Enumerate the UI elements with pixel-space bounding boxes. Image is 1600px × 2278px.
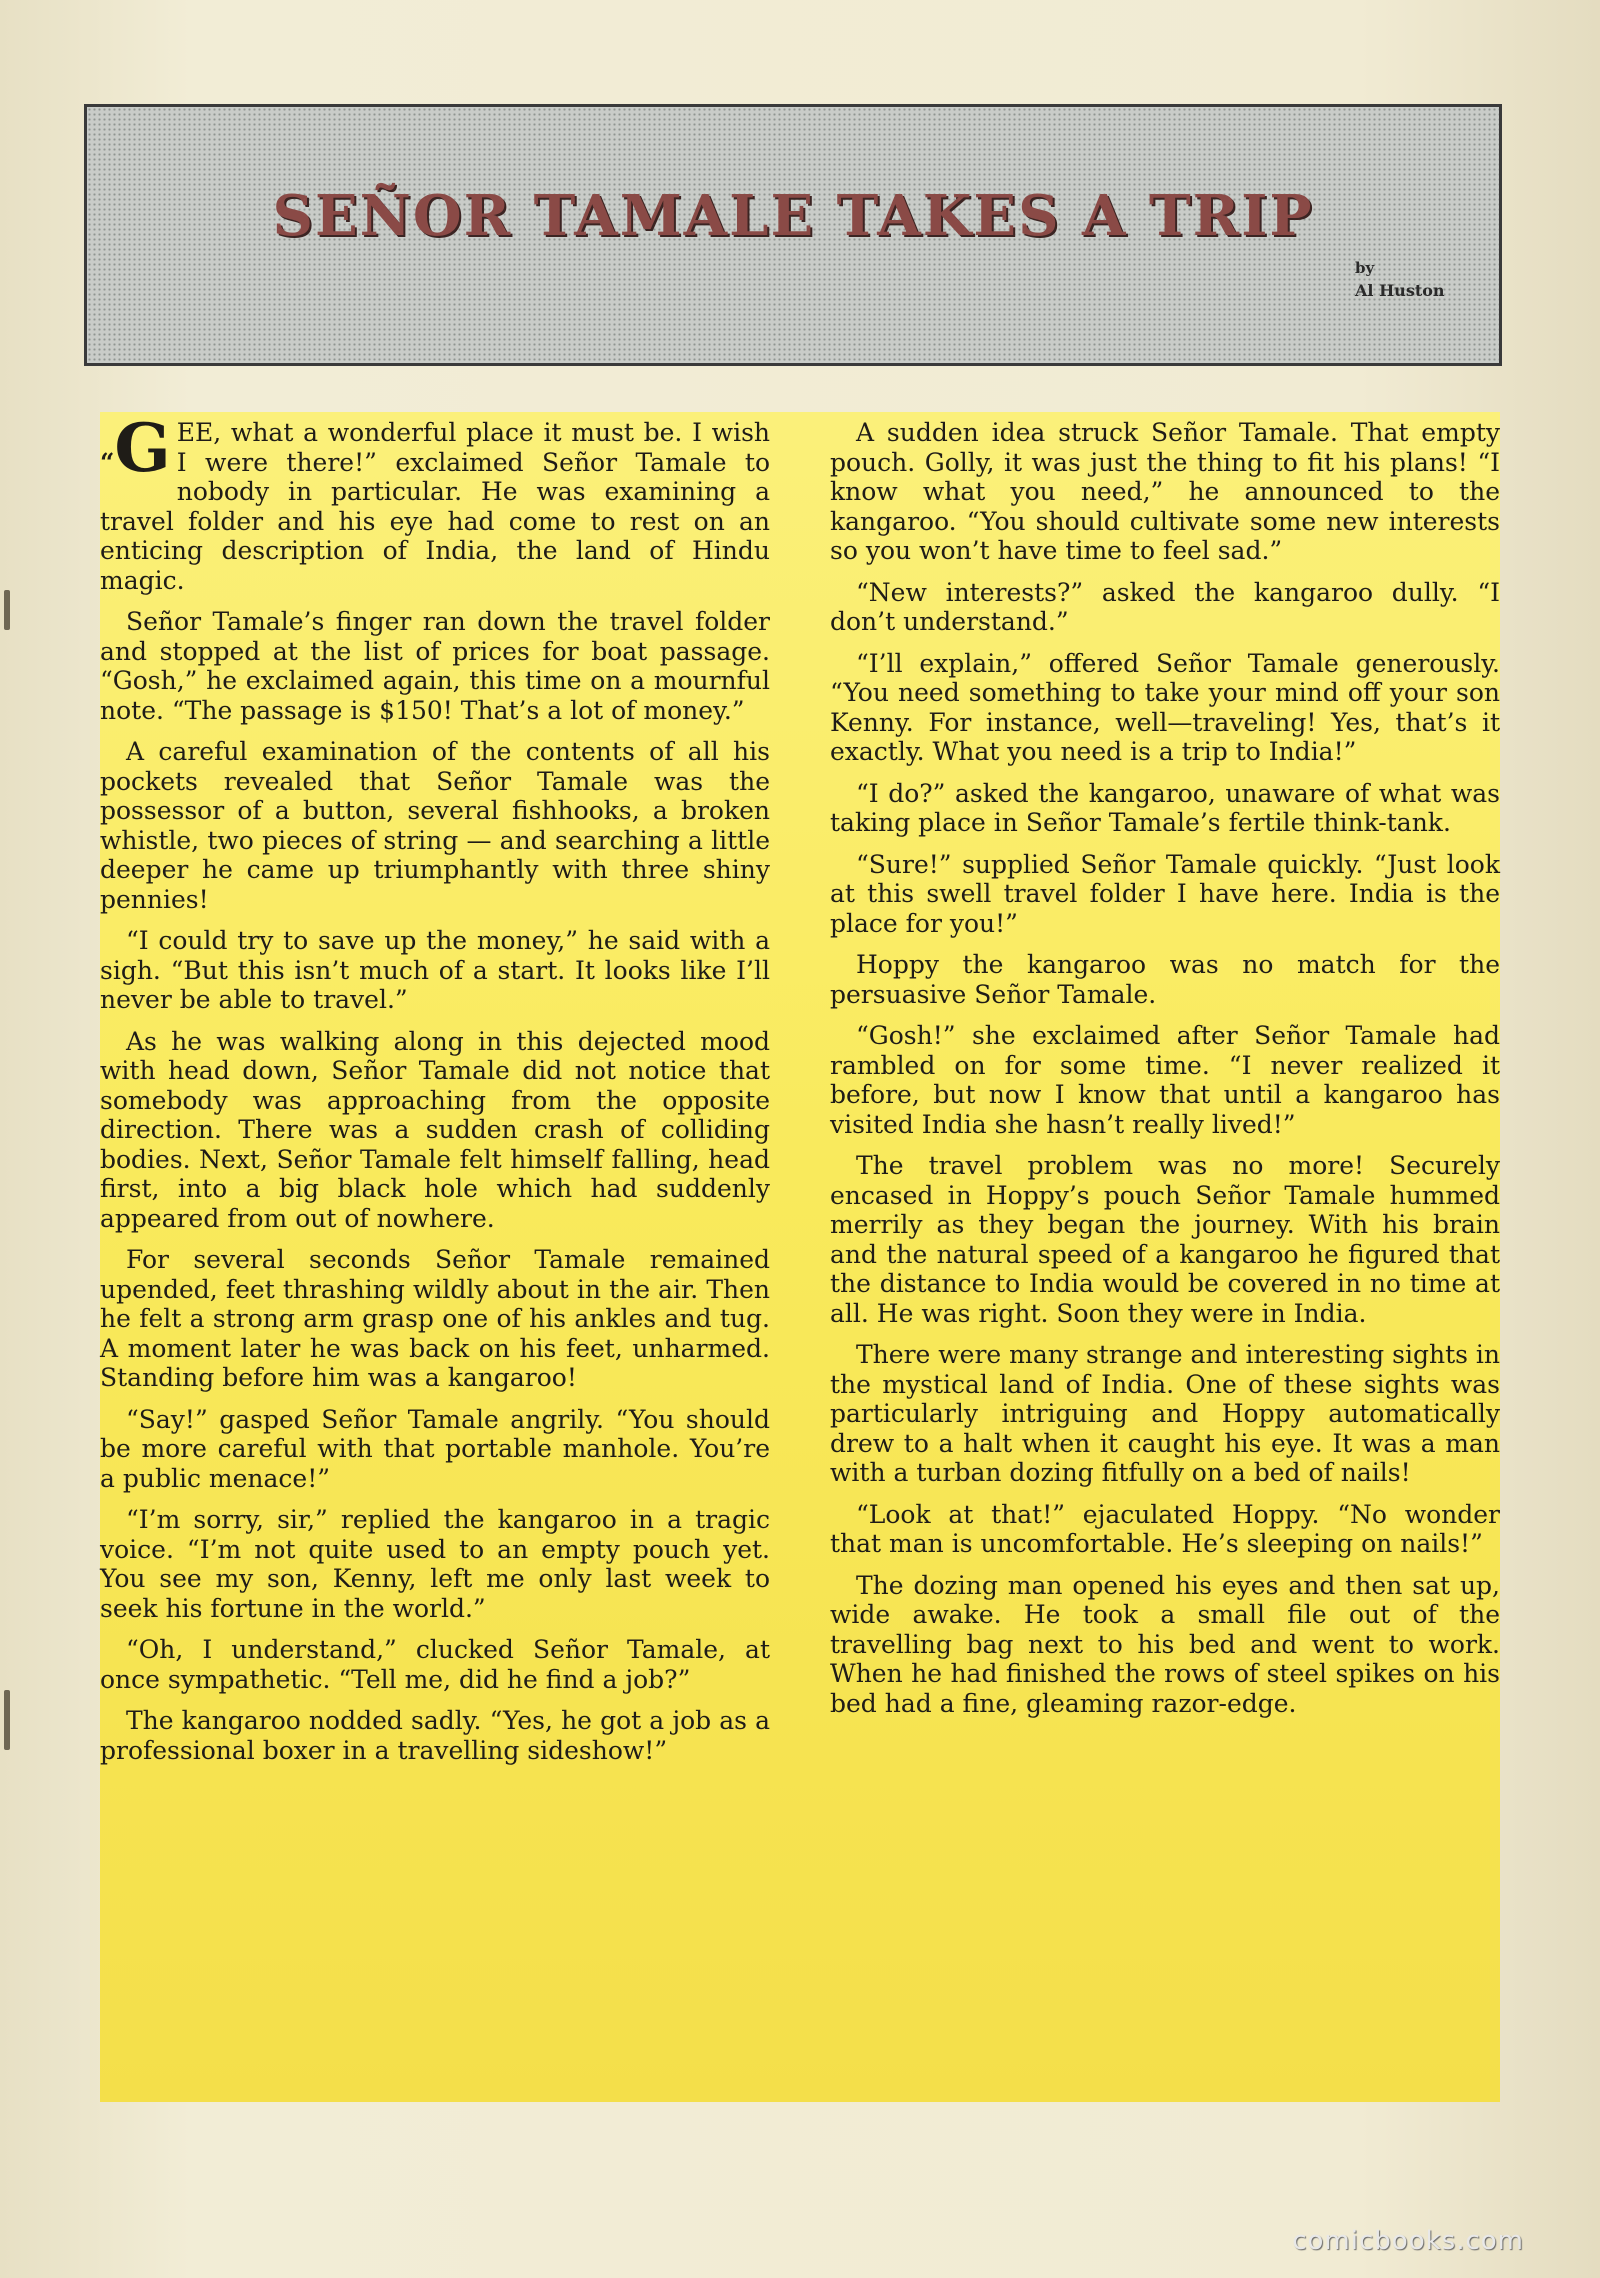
paragraph: The travel problem was no more! Securely encased in Hoppy’s pouch Señor Tamale hummed merrily as they began the journey. With his brain and the natural speed of a kangaroo he figured that the distance to India would be covered in no time at all. He was right. Soon they were in India.: [830, 1151, 1500, 1328]
paragraph: There were many strange and interesting sights in the mystical land of India. One of these sights was particularly intriguing and Hoppy automatically drew to a halt when it caught his eye. It was a man with a turban dozing fitfully on a bed of nails!: [830, 1340, 1500, 1487]
byline-author: Al Huston: [1355, 281, 1445, 300]
binding-staple-top: [4, 590, 10, 630]
paragraph: “I’ll explain,” offered Señor Tamale generously. “You need something to take your mind off your son Kenny. For instance, well—traveling! Yes, that’s it exactly. What you need is a trip to India!”: [830, 648, 1500, 766]
story-column-left: [100, 409, 770, 1777]
paragraph: The kangaroo nodded sadly. “Yes, he got a job as a professional boxer in a travelling sideshow!”: [100, 1706, 770, 1765]
paragraph: A careful examination of the contents of all his pockets revealed that Señor Tamale was the possessor of a button, several fishhooks, a broken whistle, two pieces of string — and searching a little deeper he came up triumphantly with three shiny pennies!: [100, 737, 770, 914]
paragraph: “Say!” gasped Señor Tamale angrily. “You should be more careful with that portable manhole. You’re a public menace!”: [100, 1404, 770, 1493]
story-column-right: [830, 418, 1500, 1730]
paragraph: Señor Tamale’s finger ran down the travel folder and stopped at the list of prices for boat passage. “Gosh,” he exclaimed again, this time on a mournful note. “The passage is $150! That’s a lot of money.”: [100, 607, 770, 725]
paragraph: “I do?” asked the kangaroo, unaware of what was taking place in Señor Tamale’s fertile think-tank.: [830, 778, 1500, 837]
paragraph: Hoppy the kangaroo was no match for the persuasive Señor Tamale.: [830, 950, 1500, 1009]
paragraph: A sudden idea struck Señor Tamale. That empty pouch. Golly, it was just the thing to fit his plans! “I know what you need,” he announced to the kangaroo. “You should cultivate some new interests so you won’t have time to feel sad.”: [830, 418, 1500, 565]
byline-by: by: [1355, 259, 1375, 277]
paragraph: “I’m sorry, sir,” replied the kangaroo in a tragic voice. “I’m not quite used to an empty pouch yet. You see my son, Kenny, left me only last week to seek his fortune in the world.”: [100, 1505, 770, 1623]
drop-cap: “G: [100, 409, 171, 487]
paragraph: “Sure!” supplied Señor Tamale quickly. “Just look at this swell travel folder I have here. India is the place for you!”: [830, 849, 1500, 938]
binding-staple-bottom: [4, 1690, 10, 1750]
title-banner: [84, 104, 1502, 366]
paragraph: “New interests?” asked the kangaroo dully. “I don’t understand.”: [830, 577, 1500, 636]
paragraph: “Oh, I understand,” clucked Señor Tamale, at once sympathetic. “Tell me, did he find a job?”: [100, 1635, 770, 1694]
paragraph: “Look at that!” ejaculated Hoppy. “No wonder that man is uncomfortable. He’s sleeping on nails!”: [830, 1499, 1500, 1558]
paragraph: “G EE, what a wonderful place it must be. I wish I were there!” exclaimed Señor Tamale to nobody in particular. He was examining a travel folder and his eye had come to rest on an enticing description of India, the land of Hindu magic.: [100, 409, 770, 595]
paragraph: “Gosh!” she exclaimed after Señor Tamale had rambled on for some time. “I never realized it before, but now I know that until a kangaroo has visited India she hasn’t really lived!”: [830, 1021, 1500, 1139]
site-watermark: comicbooks.com: [1292, 2226, 1524, 2256]
paragraph: “I could try to save up the money,” he said with a sigh. “But this isn’t much of a start. It looks like I’ll never be able to travel.”: [100, 926, 770, 1014]
paragraph: For several seconds Señor Tamale remained upended, feet thrashing wildly about in the air. Then he felt a strong arm grasp one of his ankles and tug. A moment later he was back on his feet, unharmed. Standing before him was a kangaroo!: [100, 1245, 770, 1392]
paragraph: The dozing man opened his eyes and then sat up, wide awake. He took a small file out of the travelling bag next to his bed and went to work. When he had finished the rows of steel spikes on his bed had a fine, gleaming razor-edge.: [830, 1570, 1500, 1718]
paragraph: As he was walking along in this dejected mood with head down, Señor Tamale did not notice that somebody was approaching from the opposite direction. There was a sudden crash of colliding bodies. Next, Señor Tamale felt himself falling, head first, into a big black hole which had suddenly appeared from out of nowhere.: [100, 1026, 770, 1233]
story-title: SEÑOR TAMALE TAKES A TRIP: [272, 183, 1314, 249]
